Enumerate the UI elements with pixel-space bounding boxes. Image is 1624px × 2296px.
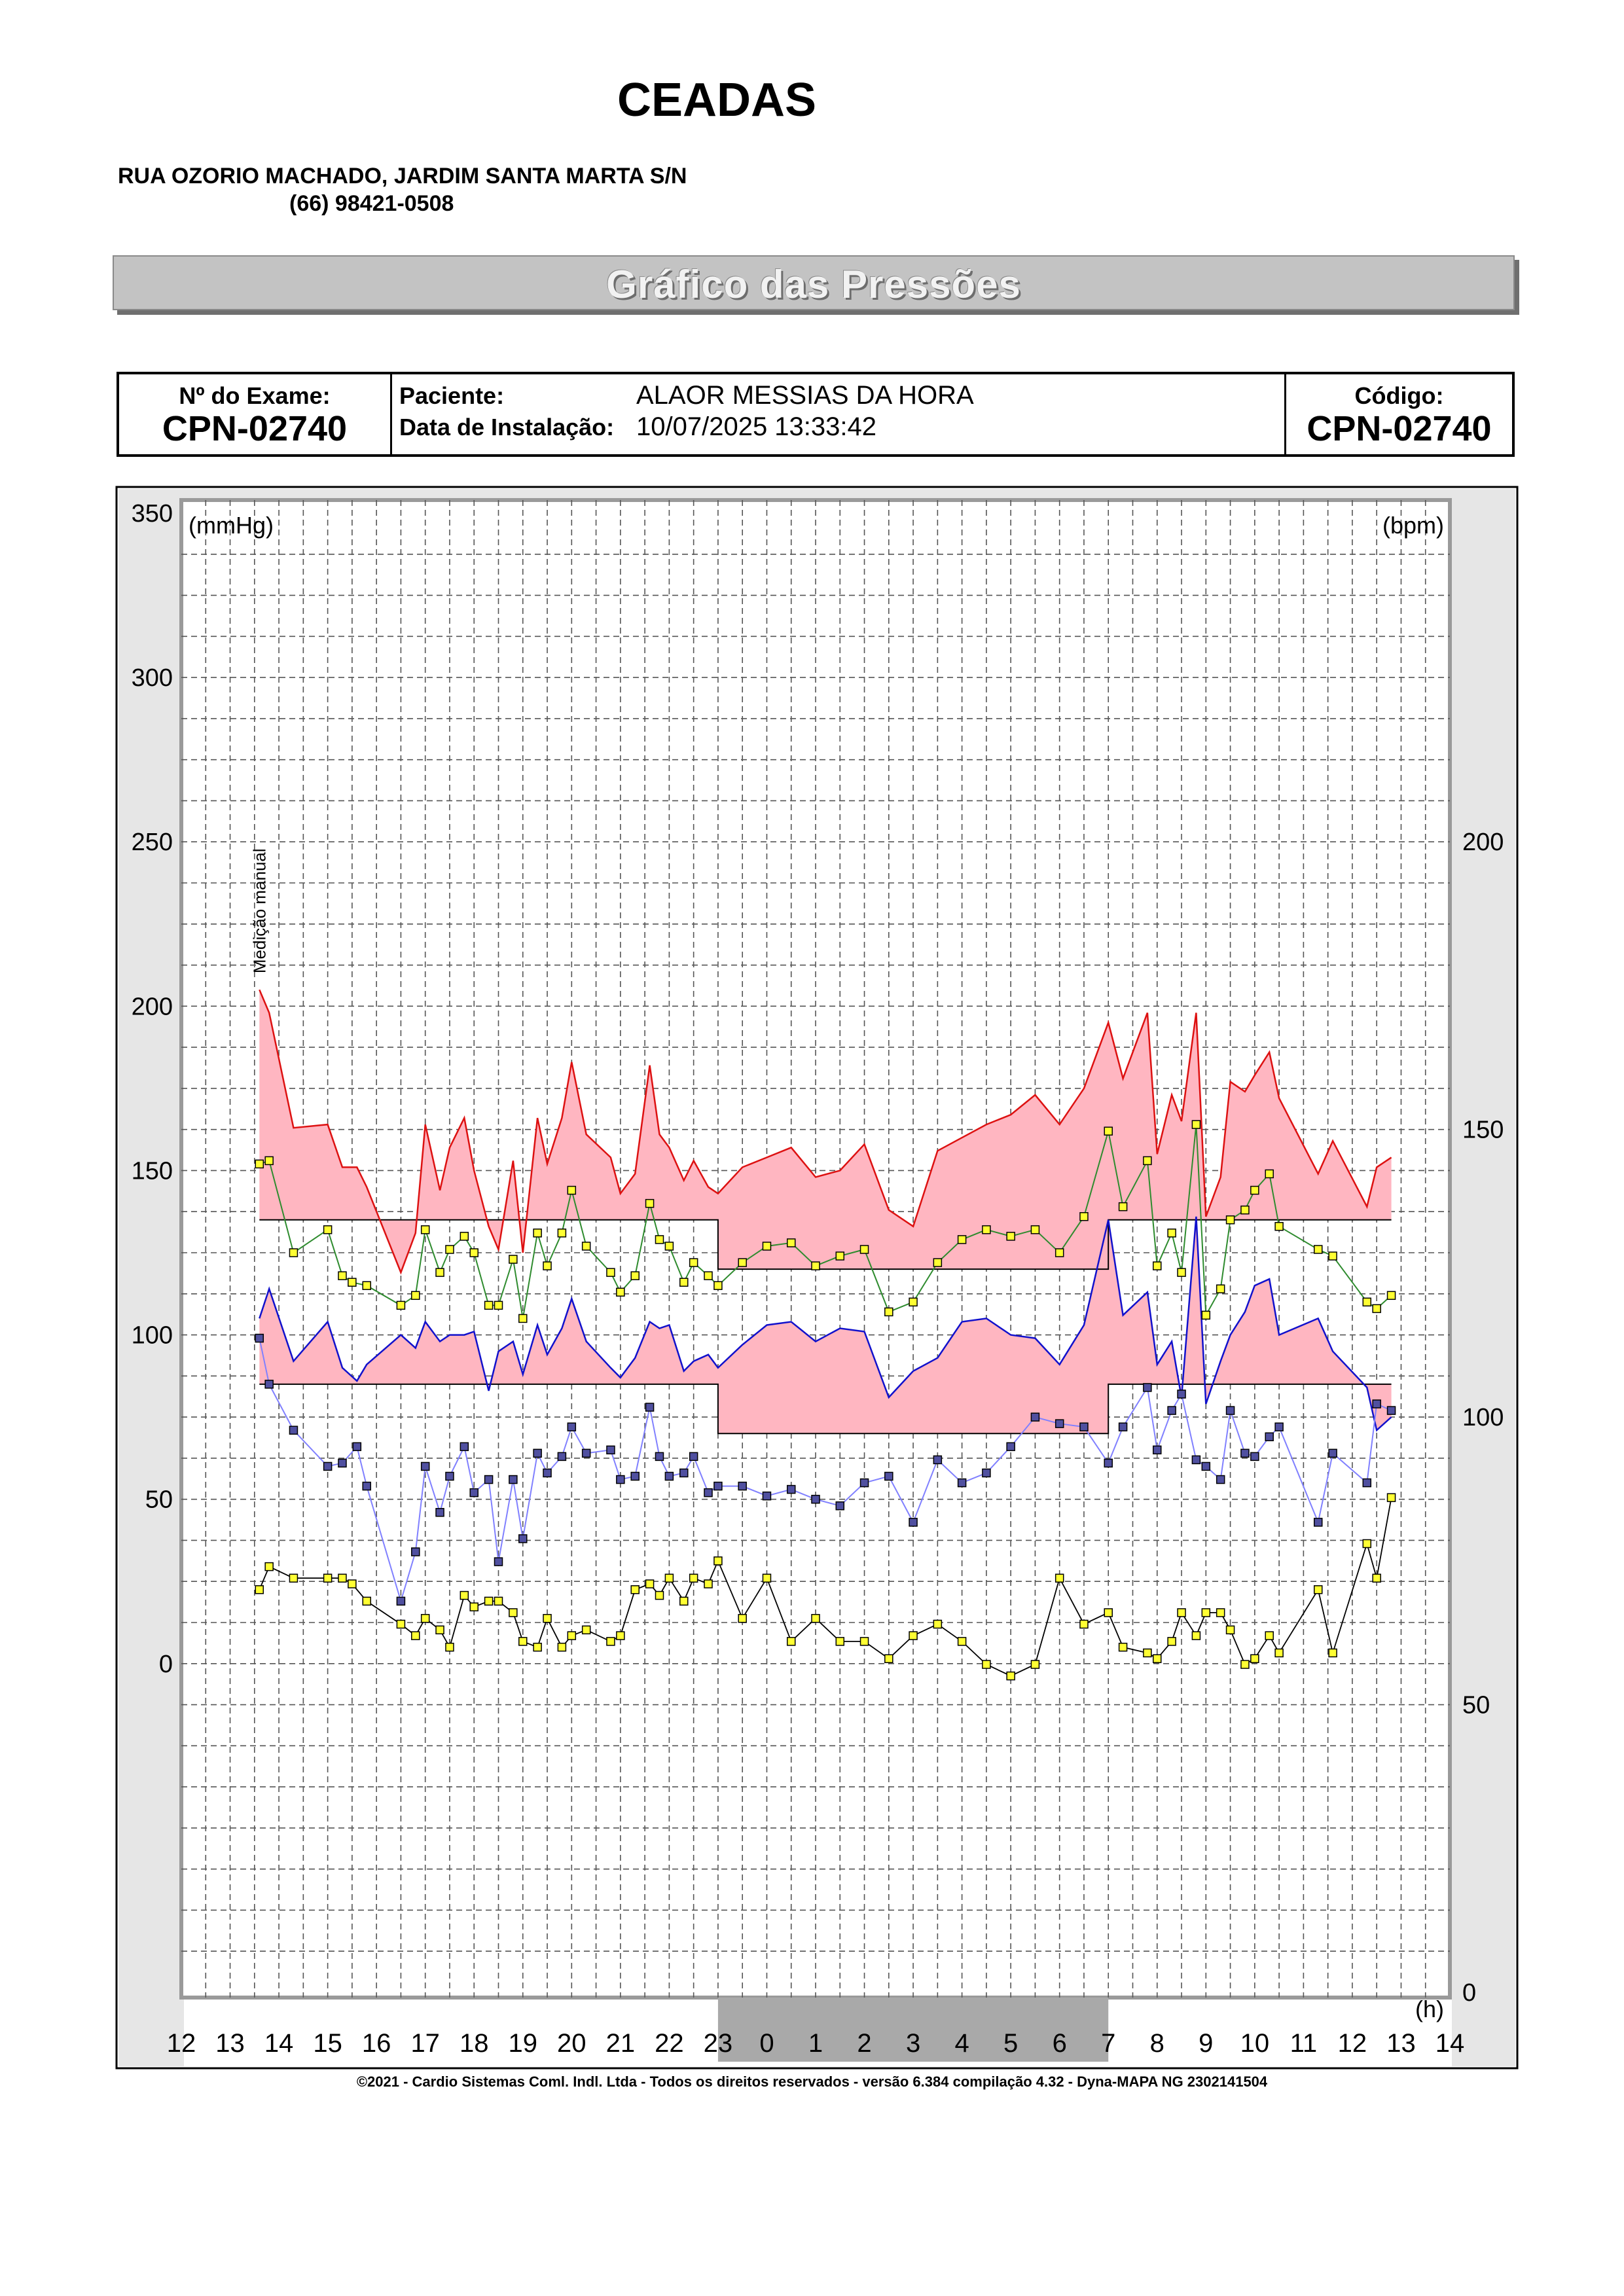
x-tick-label: 5 [1003,2029,1019,2058]
chart-inner-right-margin [1452,489,1515,2066]
systolic-point [1265,1170,1273,1177]
heart-rate-point [1119,1643,1127,1651]
systolic-point [533,1229,541,1237]
systolic-point [1192,1121,1200,1128]
systolic-point [1388,1291,1396,1299]
heart-rate-point [348,1580,356,1588]
clinic-address: RUA OZORIO MACHADO, JARDIM SANTA MARTA S/N [118,164,687,188]
clinic-name: CEADAS [617,74,817,126]
y-tick-label-left: 350 [131,500,173,528]
patient-name: ALAOR MESSIAS DA HORA [636,381,974,410]
heart-rate-point [1056,1574,1064,1582]
heart-rate-point [607,1638,615,1645]
diastolic-point [1007,1443,1015,1450]
x-tick-label: 2 [857,2029,872,2058]
code-value: CPN-02740 [1307,409,1492,448]
y-tick-label-left: 100 [131,1321,173,1350]
diastolic-point [509,1476,517,1484]
systolic-point [1202,1311,1210,1319]
diastolic-point [909,1518,917,1526]
systolic-point [836,1252,844,1260]
systolic-point [1007,1232,1015,1240]
systolic-point [509,1255,517,1263]
heart-rate-point [861,1638,869,1645]
x-tick-label: 3 [905,2029,921,2058]
systolic-point [568,1187,575,1194]
install-date-label: Data de Instalação: [399,414,615,440]
heart-rate-point [738,1615,746,1623]
heart-rate-point [1168,1638,1176,1645]
pressure-chart [115,486,1519,2070]
diastolic-point [1153,1446,1161,1454]
diastolic-point [1251,1452,1259,1460]
systolic-point [704,1272,712,1280]
heart-rate-point [446,1643,454,1651]
heart-rate-point [509,1609,517,1617]
heart-rate-point [885,1655,893,1662]
x-tick-label: 0 [759,2029,774,2058]
x-tick-label: 13 [215,2029,245,2058]
systolic-point [1153,1262,1161,1270]
diastolic-point [1168,1407,1176,1414]
systolic-point [1217,1285,1225,1293]
heart-rate-point [646,1580,654,1588]
diastolic-point [1192,1456,1200,1463]
heart-rate-point [460,1592,468,1600]
heart-rate-point [714,1557,722,1565]
systolic-point [787,1239,795,1247]
systolic-point [558,1229,566,1237]
y-tick-label-left: 150 [131,1157,173,1185]
chart-inner-left-margin [118,489,184,2066]
diastolic-point [543,1469,551,1477]
diastolic-point [665,1473,673,1480]
diastolic-point [690,1452,698,1460]
exam-info-box [117,372,1515,457]
heart-rate-point [289,1574,297,1582]
diastolic-point [1363,1479,1371,1487]
systolic-point [485,1301,493,1309]
systolic-point [1144,1157,1151,1164]
diastolic-point [738,1482,746,1490]
heart-rate-point [558,1643,566,1651]
heart-rate-point [1153,1655,1161,1662]
diastolic-point [289,1426,297,1434]
systolic-point [1104,1127,1112,1135]
heart-rate-point [485,1597,493,1605]
heart-rate-point [1007,1672,1015,1680]
heart-rate-point [1388,1494,1396,1501]
systolic-point [470,1249,478,1257]
heart-rate-point [1178,1609,1185,1617]
diastolic-point [412,1548,420,1556]
y-tick-label-right: 0 [1462,1979,1477,2007]
exam-number-label: Nº do Exame: [179,382,331,409]
diastolic-point [568,1423,575,1431]
x-tick-label: 22 [655,2029,684,2058]
heart-rate-point [680,1597,688,1605]
diastolic-point [714,1482,722,1490]
diastolic-point [704,1489,712,1497]
systolic-point [412,1291,420,1299]
diastolic-point [460,1443,468,1450]
diastolic-point [1217,1476,1225,1484]
diastolic-point [1031,1413,1039,1421]
heart-rate-point [655,1592,663,1600]
heart-rate-point [583,1626,590,1634]
manual-measurement-annotation: Medição manual [249,848,270,974]
systolic-point [655,1236,663,1244]
heart-rate-point [1080,1621,1088,1628]
clinic-phone: (66) 98421-0508 [289,191,454,216]
heart-rate-point [983,1660,990,1668]
heart-rate-point [958,1638,966,1645]
diastolic-point [646,1403,654,1411]
systolic-point [1056,1249,1064,1257]
heart-rate-point [495,1597,503,1605]
systolic-point [665,1242,673,1250]
x-tick-label: 20 [557,2029,586,2058]
systolic-point [397,1301,405,1309]
diastolic-point [617,1476,624,1484]
diastolic-point [607,1446,615,1454]
x-tick-label: 21 [605,2029,636,2058]
systolic-point [1314,1246,1322,1253]
diastolic-point [812,1496,820,1503]
systolic-point [690,1259,698,1266]
heart-rate-point [397,1621,405,1628]
systolic-point [324,1226,332,1234]
systolic-point [958,1236,966,1244]
diastolic-point [1388,1407,1396,1414]
systolic-point [543,1262,551,1270]
heart-rate-point [1031,1660,1039,1668]
heart-rate-point [690,1574,698,1582]
diastolic-point [1329,1449,1337,1457]
systolic-point [1251,1187,1259,1194]
systolic-point [680,1278,688,1286]
systolic-point [617,1288,624,1296]
copyright-footer: ©2021 - Cardio Sistemas Coml. Indl. Ltda - Todos os direitos reservados - versão 6.384 compilação 4.32 - Dyna-MAPA NG 2302141504 [356,2073,1268,2090]
diastolic-point [265,1380,273,1388]
diastolic-point [1265,1433,1273,1441]
systolic-point [519,1314,527,1322]
x-axis-label: (h) [1415,1996,1444,2022]
x-tick-label: 14 [1435,2029,1465,2058]
heart-rate-point [1217,1609,1225,1617]
heart-rate-point [1104,1609,1112,1617]
x-tick-label: 19 [508,2029,538,2058]
heart-rate-point [265,1563,273,1571]
diastolic-point [958,1479,966,1487]
heart-rate-point [909,1632,917,1640]
systolic-point [289,1249,297,1257]
y-tick-label-left: 0 [158,1650,173,1678]
install-date-value: 10/07/2025 13:33:42 [636,412,877,441]
systolic-point [607,1268,615,1276]
x-tick-label: 9 [1199,2029,1214,2058]
diastolic-point [1227,1407,1235,1414]
x-tick-label: 11 [1290,2029,1318,2058]
systolic-point [933,1259,941,1266]
systolic-point [1031,1226,1039,1234]
diastolic-point [763,1492,770,1500]
heart-rate-point [543,1615,551,1623]
systolic-point [1373,1304,1380,1312]
diastolic-point [1178,1390,1185,1398]
diastolic-point [1144,1384,1151,1391]
diastolic-point [1080,1423,1088,1431]
x-tick-label: 17 [410,2029,440,2058]
diastolic-point [495,1558,503,1566]
systolic-point [460,1232,468,1240]
diastolic-point [1056,1420,1064,1427]
heart-rate-point [363,1597,370,1605]
x-tick-label: 7 [1101,2029,1116,2058]
diastolic-point [885,1473,893,1480]
diastolic-point [861,1479,869,1487]
systolic-point [1227,1216,1235,1224]
diastolic-point [631,1473,639,1480]
heart-rate-point [255,1586,263,1594]
diastolic-point [485,1476,493,1484]
systolic-point [446,1246,454,1253]
heart-rate-point [533,1643,541,1651]
systolic-point [255,1160,263,1168]
heart-rate-point [812,1615,820,1623]
diastolic-point [446,1473,454,1480]
exam-number-value: CPN-02740 [162,409,348,448]
x-tick-label: 15 [313,2029,342,2058]
heart-rate-point [324,1574,332,1582]
systolic-point [338,1272,346,1280]
systolic-point [583,1242,590,1250]
heart-rate-point [631,1586,639,1594]
x-tick-label: 4 [954,2029,969,2058]
heart-rate-point [422,1615,429,1623]
systolic-point [763,1242,770,1250]
heart-rate-point [568,1632,575,1640]
y-tick-label-right: 50 [1462,1691,1490,1719]
x-tick-label: 12 [166,2029,196,2058]
x-tick-label: 14 [264,2029,294,2058]
diastolic-point [1314,1518,1322,1526]
x-tick-label: 13 [1386,2029,1416,2058]
x-tick-label: 8 [1149,2029,1164,2058]
diastolic-point [983,1469,990,1477]
diastolic-point [353,1443,361,1450]
diastolic-point [1241,1449,1249,1457]
x-tick-label: 23 [703,2029,733,2058]
diastolic-point [519,1535,527,1543]
x-tick-label: 10 [1240,2029,1270,2058]
systolic-point [646,1200,654,1208]
diastolic-point [397,1597,405,1605]
diastolic-point [680,1469,688,1477]
systolic-point [1275,1223,1283,1230]
heart-rate-point [1251,1655,1259,1662]
diastolic-point [1119,1423,1127,1431]
heart-rate-point [1275,1649,1283,1657]
diastolic-point [436,1509,444,1516]
heart-rate-point [1202,1609,1210,1617]
diastolic-point [933,1456,941,1463]
y-tick-label-left: 50 [145,1486,173,1514]
y-tick-label-left: 200 [131,993,173,1021]
heart-rate-point [338,1574,346,1582]
info-divider [390,374,392,454]
diastolic-point [583,1449,590,1457]
diastolic-point [338,1459,346,1467]
systolic-point [983,1226,990,1234]
systolic-point [348,1278,356,1286]
y-tick-label-left: 300 [131,664,173,692]
patient-label: Paciente: [399,382,505,409]
systolic-point [885,1308,893,1316]
code-label: Código: [1354,382,1444,409]
heart-rate-point [665,1574,673,1582]
heart-rate-point [1265,1632,1273,1640]
heart-rate-point [1314,1586,1322,1594]
diastolic-point [533,1449,541,1457]
systolic-point [1329,1252,1337,1260]
diastolic-point [558,1452,566,1460]
heart-rate-point [1329,1649,1337,1657]
y-axis-right-label: (bpm) [1382,512,1444,539]
heart-rate-point [1363,1539,1371,1547]
heart-rate-point [470,1603,478,1611]
diastolic-point [1202,1462,1210,1470]
heart-rate-point [1227,1626,1235,1634]
y-tick-label-right: 100 [1462,1404,1504,1432]
diastolic-point [1104,1459,1112,1467]
heart-rate-point [763,1574,770,1582]
systolic-point [363,1282,370,1289]
heart-rate-point [704,1580,712,1588]
systolic-point [861,1246,869,1253]
heart-rate-point [617,1632,624,1640]
systolic-point [1119,1203,1127,1211]
heart-rate-point [1192,1632,1200,1640]
x-tick-label: 6 [1052,2029,1067,2058]
diastolic-point [255,1335,263,1342]
heart-rate-point [1144,1649,1151,1657]
y-tick-label-right: 150 [1462,1116,1504,1144]
heart-rate-point [1373,1574,1380,1582]
heart-rate-point [412,1632,420,1640]
banner-title: Gráfico das Pressões [606,262,1021,306]
y-tick-label-right: 200 [1462,829,1504,857]
systolic-point [1080,1213,1088,1221]
y-tick-label-left: 250 [131,829,173,857]
x-tick-label: 12 [1337,2029,1367,2058]
heart-rate-point [836,1638,844,1645]
systolic-point [422,1226,429,1234]
systolic-point [265,1157,273,1164]
x-tick-label: 16 [361,2029,391,2058]
x-tick-label: 18 [459,2029,489,2058]
diastolic-point [324,1462,332,1470]
diastolic-point [363,1482,370,1490]
systolic-point [1241,1206,1249,1214]
systolic-point [436,1268,444,1276]
y-axis-left-label: (mmHg) [189,512,274,539]
diastolic-point [422,1462,429,1470]
systolic-point [1178,1268,1185,1276]
systolic-point [495,1301,503,1309]
heart-rate-point [933,1621,941,1628]
section-banner [113,255,1515,310]
systolic-point [631,1272,639,1280]
heart-rate-point [1241,1660,1249,1668]
systolic-point [909,1298,917,1306]
diastolic-point [655,1452,663,1460]
heart-rate-point [787,1638,795,1645]
systolic-point [714,1282,722,1289]
diastolic-point [1275,1423,1283,1431]
systolic-point [738,1259,746,1266]
heart-rate-point [519,1638,527,1645]
systolic-point [1168,1229,1176,1237]
x-tick-label: 1 [808,2029,823,2058]
heart-rate-point [436,1626,444,1634]
systolic-point [812,1262,820,1270]
diastolic-point [470,1489,478,1497]
diastolic-point [787,1486,795,1494]
diastolic-point [836,1502,844,1510]
systolic-point [1363,1298,1371,1306]
diastolic-point [1373,1400,1380,1408]
